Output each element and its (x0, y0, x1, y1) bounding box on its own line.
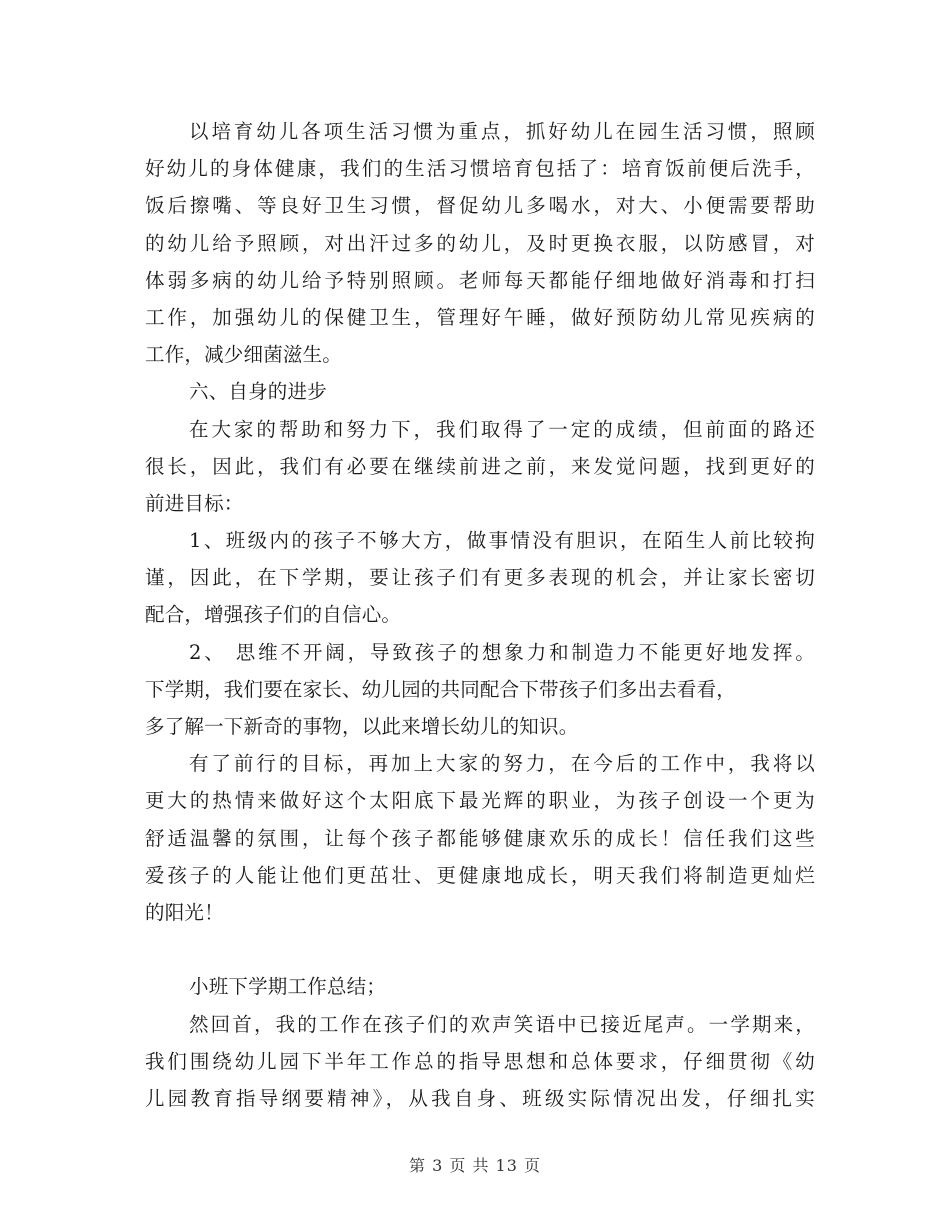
text-line: 在大家的帮助和努力下，我们取得了一定的成绩，但前面的路还 (189, 417, 815, 441)
section-heading: 小班下学期工作总结； (189, 975, 387, 999)
text-line: 更大的热情来做好这个太阳底下最光辉的职业，为孩子创设一个更为 (145, 789, 815, 813)
page-number: 第 3 页 共 13 页 (409, 1156, 541, 1175)
document-body (145, 113, 815, 1117)
text-line: 的阳光！ (145, 900, 224, 924)
text-line: 配合，增强孩子们的自信心。 (145, 603, 402, 627)
text-line: 儿园教育指导纲要精神》，从我自身、班级实际情况出发，仔细扎实 (145, 1086, 815, 1110)
list-item-text: 1、班级内的孩子不够大方，做事情没有胆识，在陌生人前比较拘 (189, 529, 815, 553)
text-line: 爱孩子的人能让他们更茁壮、更健康地成长，明天我们将制造更灿烂 (145, 863, 815, 887)
text-line: 很长，因此，我们有必要在继续前进之前，来发觉问题，找到更好的 (145, 454, 815, 478)
text-line: 我们围绕幼儿园下半年工作总的指导思想和总体要求，仔细贯彻《幼 (145, 1049, 815, 1073)
section-heading: 六、自身的进步 (189, 380, 327, 404)
text-line: 工作，加强幼儿的保健卫生，管理好午睡，做好预防幼儿常见疾病的 (145, 305, 815, 329)
text-line: 谨，因此，在下学期，要让孩子们有更多表现的机会，并让家长密切 (145, 566, 815, 590)
text-line: 舒适温馨的氛围，让每个孩子都能够健康欢乐的成长！信任我们这些 (145, 826, 815, 850)
text-line: 好幼儿的身体健康，我们的生活习惯培育包括了：培育饭前便后洗手， (145, 157, 815, 181)
text-line: 多了解一下新奇的事物，以此来增长幼儿的知识。 (145, 715, 579, 738)
text-line: 体弱多病的幼儿给予特别照顾。老师每天都能仔细地做好消毒和打扫 (145, 268, 815, 292)
text-line: 饭后擦嘴、等良好卫生习惯，督促幼儿多喝水，对大、小便需要帮助 (145, 194, 815, 218)
list-item-text: 2、 思维不开阔，导致孩子的想象力和制造力不能更好地发挥。 (189, 640, 815, 664)
text-line: 以培育幼儿各项生活习惯为重点，抓好幼儿在园生活习惯，照顾 (189, 120, 815, 143)
text-line: 有了前行的目标，再加上大家的努力，在今后的工作中，我将以 (189, 752, 815, 776)
text-line: 下学期，我们要在家长、幼儿园的共同配合下带孩子们多出去看看， (145, 677, 737, 701)
text-line: 前进目标： (145, 491, 244, 515)
paragraph-gap (145, 931, 815, 968)
text-line: 然回首，我的工作在孩子们的欢声笑语中已接近尾声。一学期来， (189, 1012, 815, 1036)
text-line: 工作，减少细菌滋生。 (145, 343, 343, 367)
text-line: 的幼儿给予照顾，对出汗过多的幼儿，及时更换衣服，以防感冒，对 (145, 231, 815, 255)
